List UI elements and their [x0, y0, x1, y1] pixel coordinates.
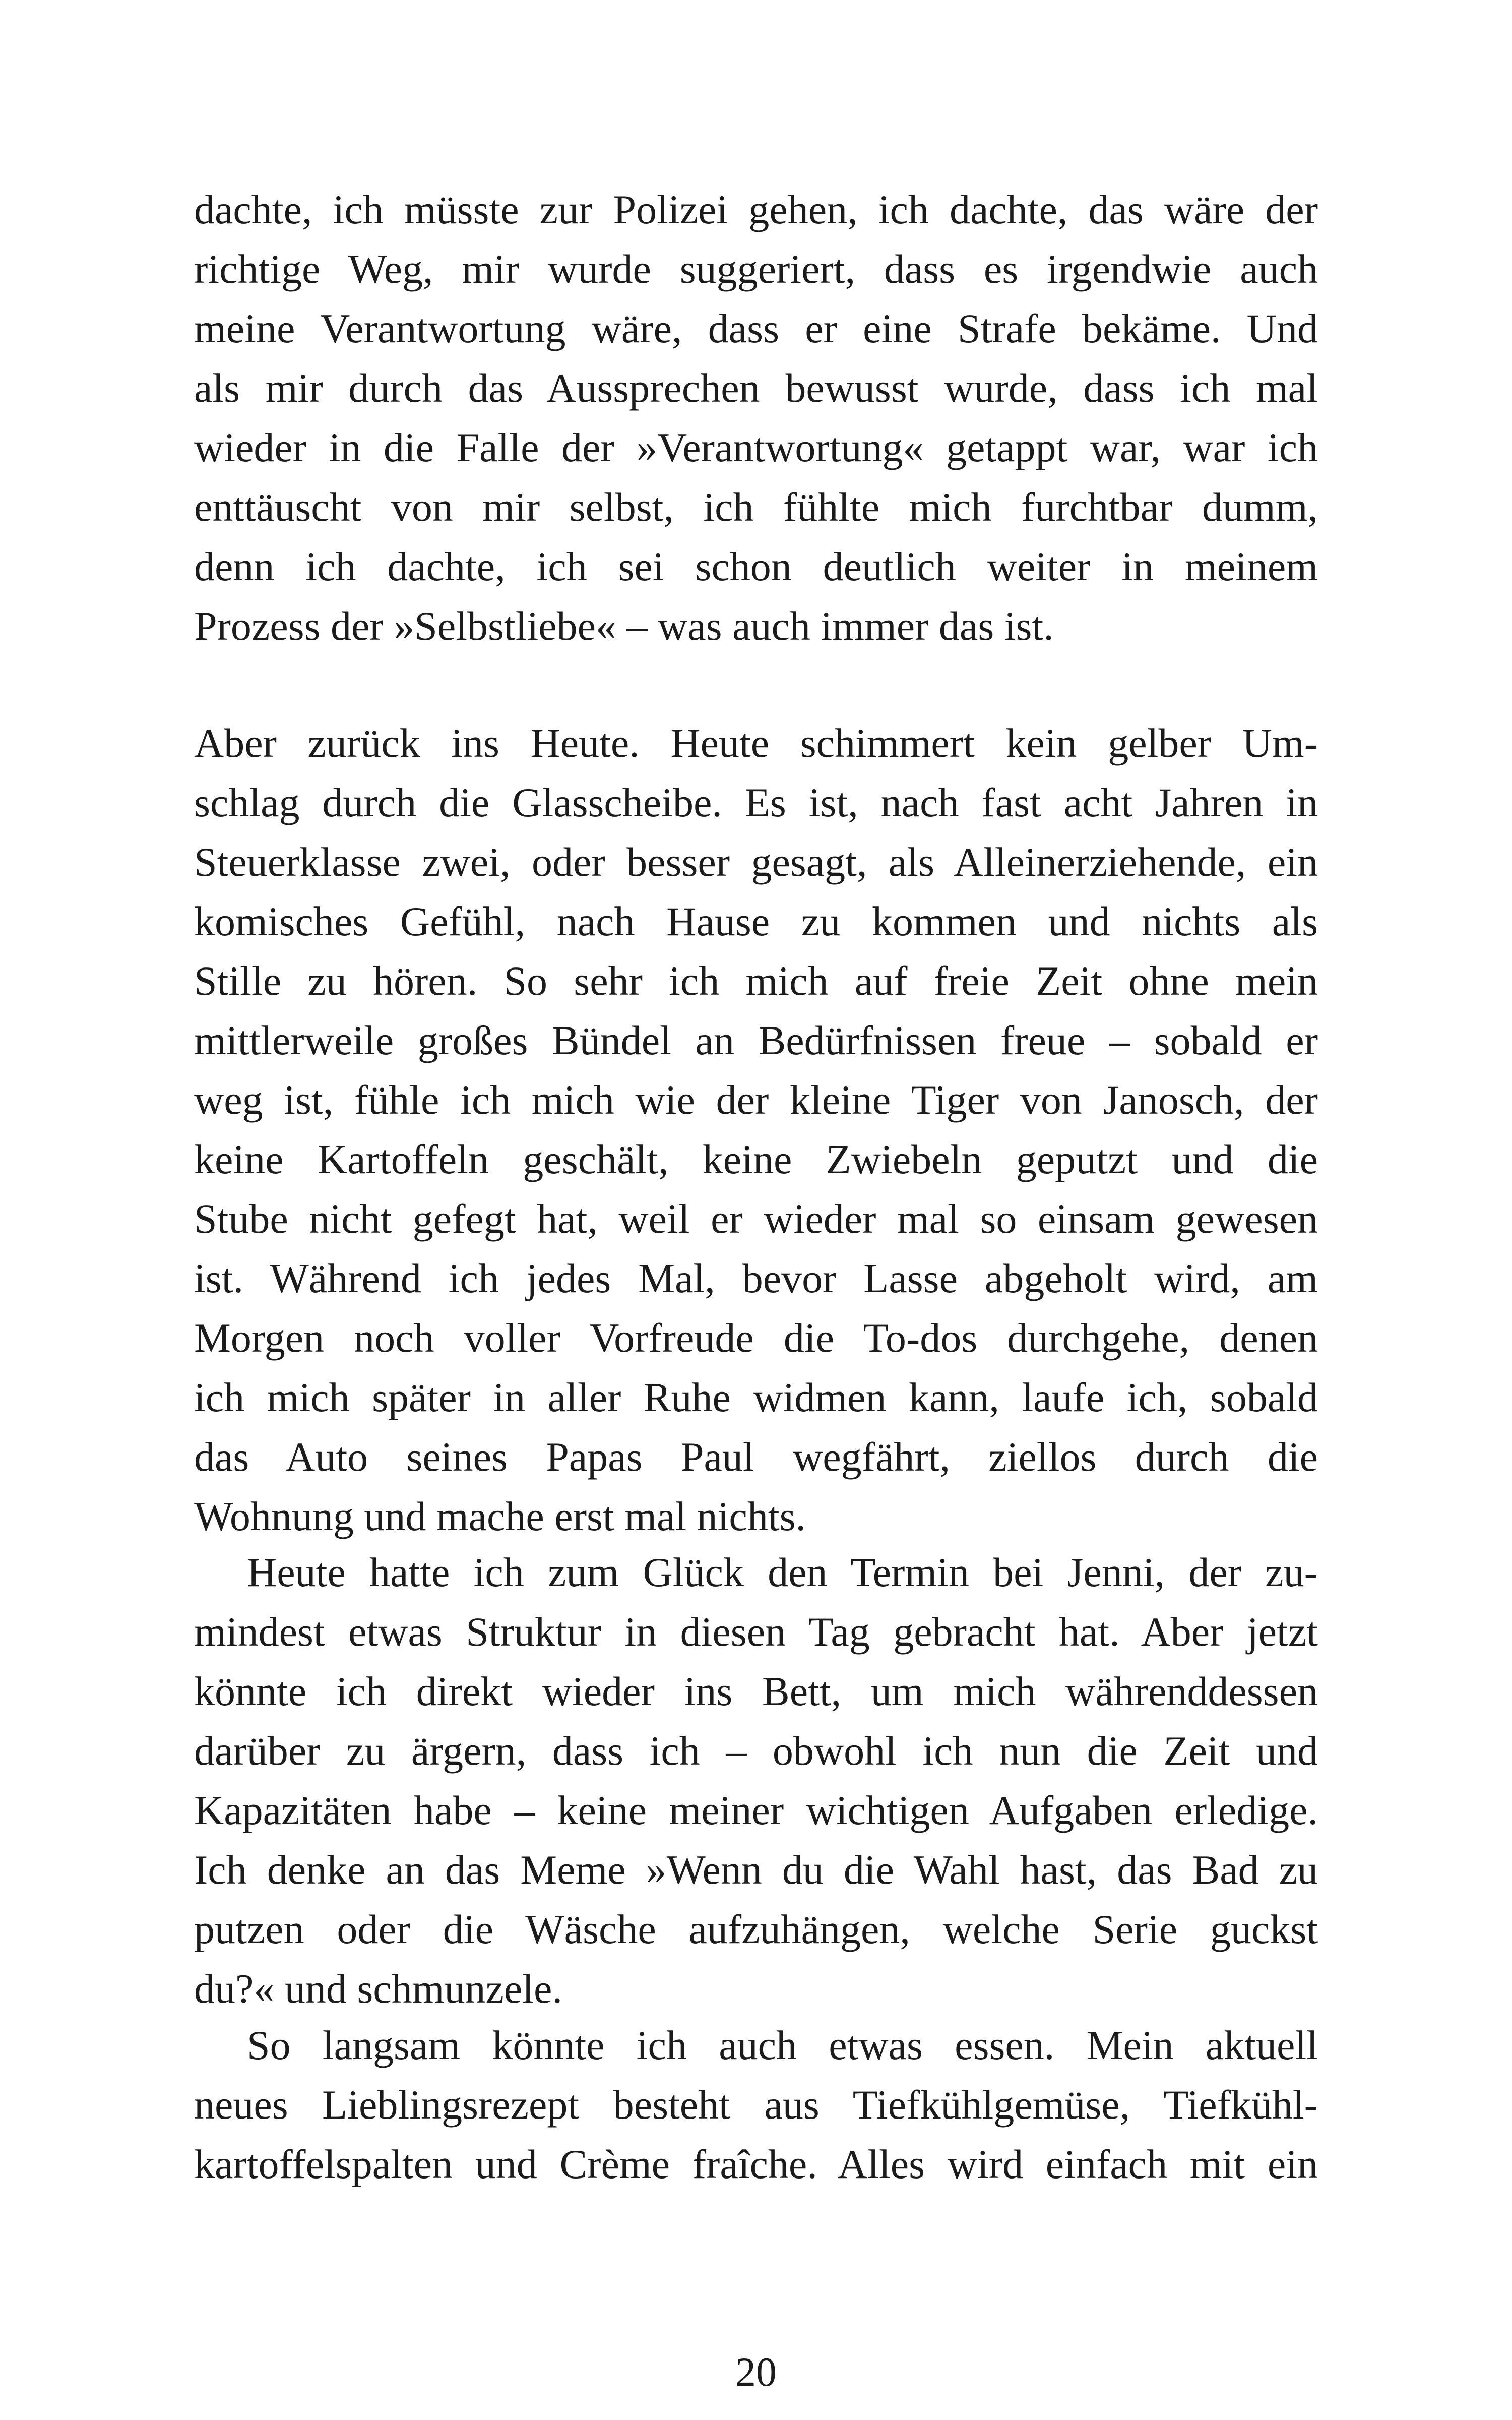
text-line: Wohnung und mache erst mal nichts. — [194, 1493, 806, 1539]
text-line: enttäuscht von mir selbst, ich fühlte mich furchtbar dumm, — [194, 484, 1318, 530]
text-line: ich mich später in aller Ruhe widmen kann, laufe ich, sobald — [194, 1374, 1318, 1420]
text-line: Heute hatte ich zum Glück den Termin bei Jenni, der zu- — [247, 1549, 1318, 1595]
text-line: als mir durch das Aussprechen bewusst wurde, dass ich mal — [194, 365, 1318, 411]
paragraph — [194, 180, 1318, 656]
text-line: Stube nicht gefegt hat, weil er wieder mal so einsam gewesen — [194, 1196, 1318, 1242]
text-line: mittlerweile großes Bündel an Bedürfnissen freue – sobald er — [194, 1017, 1318, 1063]
text-line: meine Verantwortung wäre, dass er eine Strafe bekäme. Und — [194, 306, 1318, 351]
text-line: du?« und schmunzele. — [194, 1966, 562, 2012]
text-line: Kapazitäten habe – keine meiner wichtigen Aufgaben erledige. — [194, 1787, 1318, 1833]
text-line: Aber zurück ins Heute. Heute schimmert kein gelber Um- — [194, 720, 1318, 766]
text-line: dachte, ich müsste zur Polizei gehen, ich dachte, das wäre der — [194, 187, 1318, 232]
text-line: Stille zu hören. So sehr ich mich auf freie Zeit ohne mein — [194, 958, 1318, 1004]
paragraph — [194, 713, 1318, 1546]
text-line: neues Lieblingsrezept besteht aus Tiefkühlgemüse, Tiefkühl- — [194, 2082, 1318, 2128]
text-line: schlag durch die Glasscheibe. Es ist, nach fast acht Jahren in — [194, 779, 1318, 825]
text-line: Prozess der »Selbstliebe« – was auch immer das ist. — [194, 603, 1054, 649]
text-line: So langsam könnte ich auch etwas essen. Mein aktuell — [247, 2022, 1318, 2068]
text-line: wieder in die Falle der »Verantwortung« getappt war, war ich — [194, 425, 1318, 470]
text-line: ist. Während ich jedes Mal, bevor Lasse abgeholt wird, am — [194, 1255, 1318, 1301]
text-line: keine Kartoffeln geschält, keine Zwiebeln geputzt und die — [194, 1136, 1318, 1182]
text-line: komisches Gefühl, nach Hause zu kommen und nichts als — [194, 898, 1318, 944]
text-line: darüber zu ärgern, dass ich – obwohl ich nun die Zeit und — [194, 1728, 1318, 1774]
text-line: richtige Weg, mir wurde suggeriert, dass es irgendwie auch — [194, 246, 1318, 292]
paragraph — [194, 1543, 1318, 2019]
paragraph — [194, 2016, 1318, 2194]
text-line: kartoffelspalten und Crème fraîche. Alles wird einfach mit ein — [194, 2141, 1318, 2187]
text-line: weg ist, fühle ich mich wie der kleine Tiger von Janosch, der — [194, 1077, 1318, 1123]
text-line: denn ich dachte, ich sei schon deutlich weiter in meinem — [194, 543, 1318, 589]
text-line: mindest etwas Struktur in diesen Tag gebracht hat. Aber jetzt — [194, 1609, 1318, 1655]
text-line: Morgen noch voller Vorfreude die To-dos durchgehe, denen — [194, 1315, 1318, 1361]
page-number: 20 — [735, 2349, 777, 2395]
text-line: putzen oder die Wäsche aufzuhängen, welche Serie guckst — [194, 1906, 1318, 1952]
text-line: Ich denke an das Meme »Wenn du die Wahl hast, das Bad zu — [194, 1847, 1318, 1893]
text-line: das Auto seines Papas Paul wegfährt, ziellos durch die — [194, 1434, 1318, 1480]
text-line: könnte ich direkt wieder ins Bett, um mich währenddessen — [194, 1668, 1318, 1714]
text-line: Steuerklasse zwei, oder besser gesagt, als Alleinerziehende, ein — [194, 839, 1318, 885]
